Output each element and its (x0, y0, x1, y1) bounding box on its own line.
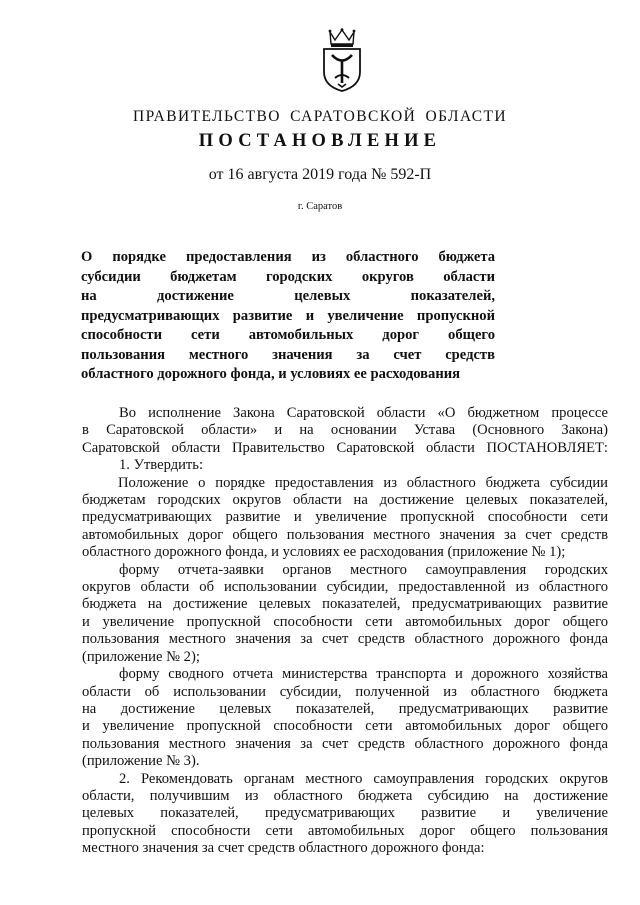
body-line: бюджета на достижение целевых показателей, предусматривающих развитие (82, 596, 608, 613)
title-line: способности сети автомобильных дорог общего (81, 327, 495, 343)
body-line: Во исполнение Закона Саратовской области «О бюджетном процессе (119, 405, 608, 421)
body-line: местного значения за счет средств областного дорожного фонда: (82, 840, 485, 857)
body-line: Положение о порядке предоставления из областного бюджета субсидии (118, 474, 608, 491)
body-line: в Саратовской области» и на основании Устава (Основного Закона) (82, 422, 608, 439)
title-line: на достижение целевых показателей, (81, 288, 495, 304)
body-line: (приложение № 3). (82, 753, 200, 770)
document-city: г. Саратов (297, 201, 343, 212)
body-line: бюджетам городских округов области на достижение целевых показателей, (82, 492, 608, 509)
title-line: субсидии бюджетам городских округов области (81, 268, 495, 285)
body-line: пропускной способности сети автомобильных дорог общего пользования (82, 822, 608, 839)
document-title (81, 248, 495, 385)
body-line: пользования местного значения за счет средств областного дорожного фонда (82, 631, 608, 648)
body-line: (приложение № 2); (82, 648, 200, 665)
body-line: предусматривающих развитие и увеличение пропускной способности сети (82, 509, 608, 526)
title-line: О порядке предоставления из областного бюджета (81, 249, 495, 265)
body-line: 2. Рекомендовать органам местного самоуправления городских округов (119, 770, 608, 787)
document-type: ПОСТАНОВЛЕНИЕ (198, 131, 442, 151)
body-line: пользования местного значения за счет средств областного дорожного фонда (82, 735, 608, 752)
body-line: и увеличение пропускной способности сети автомобильных дорог общего (82, 718, 608, 735)
body-line: форму отчета-заявки органов местного самоуправления городских (119, 561, 608, 578)
body-line: областного дорожного фонда, и условиях ее расходования (приложение № 1); (82, 544, 566, 561)
body-line: 1. Утвердить: (119, 457, 204, 474)
document-date-number: от 16 августа 2019 года № 592-П (208, 166, 432, 183)
title-line: пользования местного значения за счет средств (81, 346, 495, 363)
body-line: области об использовании субсидии, полученной из областного бюджета (82, 683, 608, 700)
body-line: округов области об использовании субсидии, предоставленной из областного (82, 579, 608, 596)
body-line: форму сводного отчета министерства транспорта и дорожного хозяйства (119, 666, 608, 683)
title-line: предусматривающих развитие и увеличение пропускной (81, 307, 495, 324)
government-name: ПРАВИТЕЛЬСТВО САРАТОВСКОЙ ОБЛАСТИ (133, 108, 507, 125)
body-line: целевых показателей, предусматривающих развитие и увеличение (82, 805, 608, 822)
body-line: автомобильных дорог общего пользования местного значения за счет средств (82, 526, 608, 543)
title-line: областного дорожного фонда, и условиях ее расходования (81, 366, 461, 382)
body-line: на достижение целевых показателей, предусматривающих развитие (82, 700, 608, 717)
body-line: области, получившим из областного бюджета субсидию на достижение (82, 787, 608, 804)
document-body (82, 405, 608, 858)
saratov-coat-of-arms-icon (318, 28, 366, 92)
body-line: Саратовской области Правительство Саратовской области ПОСТАНОВЛЯЕТ: (82, 439, 608, 456)
body-line: и увеличение пропускной способности сети автомобильных дорог общего (82, 613, 608, 630)
